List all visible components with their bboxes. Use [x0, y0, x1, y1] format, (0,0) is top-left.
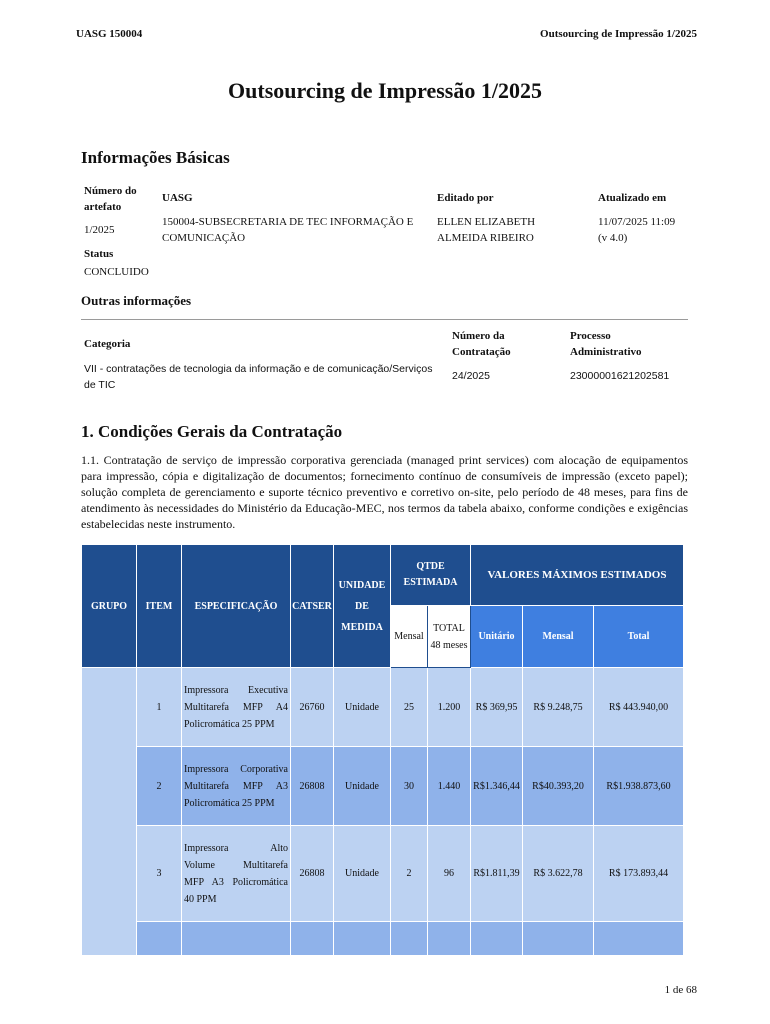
artifact-number-value: 1/2025 — [84, 224, 115, 236]
col-header-qtde-total: TOTAL 48 meses — [428, 606, 471, 668]
col-header-grupo: GRUPO — [82, 545, 137, 668]
items-table — [81, 544, 684, 956]
unidade-cell — [334, 922, 391, 956]
item-cell — [137, 922, 182, 956]
table-row — [82, 668, 684, 747]
qtde-total-cell: 1.200 — [428, 668, 471, 747]
unitario-cell: R$ 369,95 — [471, 668, 523, 747]
valor-mensal-cell: R$ 3.622,78 — [523, 826, 594, 922]
valor-total-cell — [594, 922, 684, 956]
catser-cell: 26760 — [291, 668, 334, 747]
unitario-cell: R$1.811,39 — [471, 826, 523, 922]
uasg-label: UASG — [162, 192, 193, 204]
edited-by-value: ELLEN ELIZABETH ALMEIDA RIBEIRO — [437, 216, 536, 244]
qtde-total-cell — [428, 922, 471, 956]
unidade-cell: Unidade — [334, 826, 391, 922]
section-divider — [81, 319, 688, 320]
process-label: Processo Administrativo — [570, 330, 642, 358]
qtde-mensal-cell: 2 — [391, 826, 428, 922]
valor-total-cell: R$ 173.893,44 — [594, 826, 684, 922]
catser-cell: 26808 — [291, 826, 334, 922]
qtde-mensal-cell: 25 — [391, 668, 428, 747]
item-cell: 3 — [137, 826, 182, 922]
valor-total-cell: R$1.938.873,60 — [594, 747, 684, 826]
status-value: CONCLUIDO — [84, 266, 149, 278]
updated-at-label: Atualizado em — [598, 192, 667, 204]
other-info-heading: Outras informações — [81, 293, 192, 308]
item-cell: 1 — [137, 668, 182, 747]
table-row — [82, 826, 684, 922]
valor-mensal-cell: R$ 9.248,75 — [523, 668, 594, 747]
qtde-mensal-cell: 30 — [391, 747, 428, 826]
col-header-valor-total: Total — [594, 606, 684, 668]
col-header-item: ITEM — [137, 545, 182, 668]
unitario-cell — [471, 922, 523, 956]
updated-at-value: 11/07/2025 11:09 (v 4.0) — [598, 216, 676, 244]
grupo-cell — [82, 668, 137, 956]
valor-mensal-cell — [523, 922, 594, 956]
category-value: VII - contratações de tecnologia da informação e de comunicação/Serviços de TIC — [84, 363, 433, 391]
catser-cell — [291, 922, 334, 956]
catser-cell: 26808 — [291, 747, 334, 826]
col-header-qtde-mensal: Mensal — [391, 606, 428, 668]
col-header-qtde: QTDE ESTIMADA — [391, 545, 471, 606]
unidade-cell: Unidade — [334, 668, 391, 747]
document-title: Outsourcing de Impressão 1/2025 — [228, 78, 542, 103]
col-header-unidade: UNIDADE DE MEDIDA — [334, 545, 391, 668]
col-header-catser: CATSER — [291, 545, 334, 668]
col-header-valores: VALORES MÁXIMOS ESTIMADOS — [471, 545, 684, 606]
qtde-total-cell: 1.440 — [428, 747, 471, 826]
spec-cell — [182, 922, 291, 956]
valor-mensal-cell: R$40.393,20 — [523, 747, 594, 826]
process-value: 23000001621202581 — [570, 370, 670, 382]
status-label: Status — [84, 248, 114, 260]
col-header-unitario: Unitário — [471, 606, 523, 668]
unitario-cell: R$1.346,44 — [471, 747, 523, 826]
col-header-especificacao: ESPECIFICAÇÃO — [182, 545, 291, 668]
section1-heading: 1. Condições Gerais da Contratação — [81, 422, 343, 441]
header-uasg: UASG 150004 — [76, 28, 143, 40]
artifact-number-label: Número do artefato — [84, 185, 137, 213]
category-label: Categoria — [84, 338, 131, 350]
edited-by-label: Editado por — [437, 192, 494, 204]
running-header — [76, 28, 697, 42]
unidade-cell: Unidade — [334, 747, 391, 826]
qtde-total-cell: 96 — [428, 826, 471, 922]
spec-cell: Impressora Alto Volume Multitarefa MFP A3 Policromática 40 PPM — [182, 826, 291, 922]
spec-cell: Impressora Corporativa Multitarefa MFP A3 Policromática 25 PPM — [182, 747, 291, 826]
qtde-mensal-cell — [391, 922, 428, 956]
page-number: 1 de 68 — [664, 984, 697, 996]
item-cell: 2 — [137, 747, 182, 826]
basic-info-heading: Informações Básicas — [81, 148, 230, 167]
uasg-value: 150004-SUBSECRETARIA DE TEC INFORMAÇÃO E COMUNICAÇÃO — [162, 216, 414, 244]
spec-cell: Impressora Executiva Multitarefa MFP A4 Policromática 25 PPM — [182, 668, 291, 747]
contract-number-value: 24/2025 — [452, 370, 490, 382]
valor-total-cell: R$ 443.940,00 — [594, 668, 684, 747]
contract-number-label: Número da Contratação — [452, 330, 511, 358]
header-doc-title: Outsourcing de Impressão 1/2025 — [540, 28, 697, 40]
table-row-partial — [82, 922, 684, 956]
table-row — [82, 747, 684, 826]
section1-paragraph: 1.1. Contratação de serviço de impressão corporativa gerenciada (managed print services) com alocação de equipamentos para impressão, cópia e digitalização de documentos; fornecimento contínuo de consumíveis de impressão (exceto papel); solução completa de gerenciamento e suporte técnico preventivo e corretivo on-site, pelo período de 48 meses, para fins de atendimento às necessidades do Ministério da Educação-MEC, nos termos da tabela abaixo, conforme condições e exigências estabelecidas neste instrumento. — [81, 453, 688, 531]
col-header-valor-mensal: Mensal — [523, 606, 594, 668]
